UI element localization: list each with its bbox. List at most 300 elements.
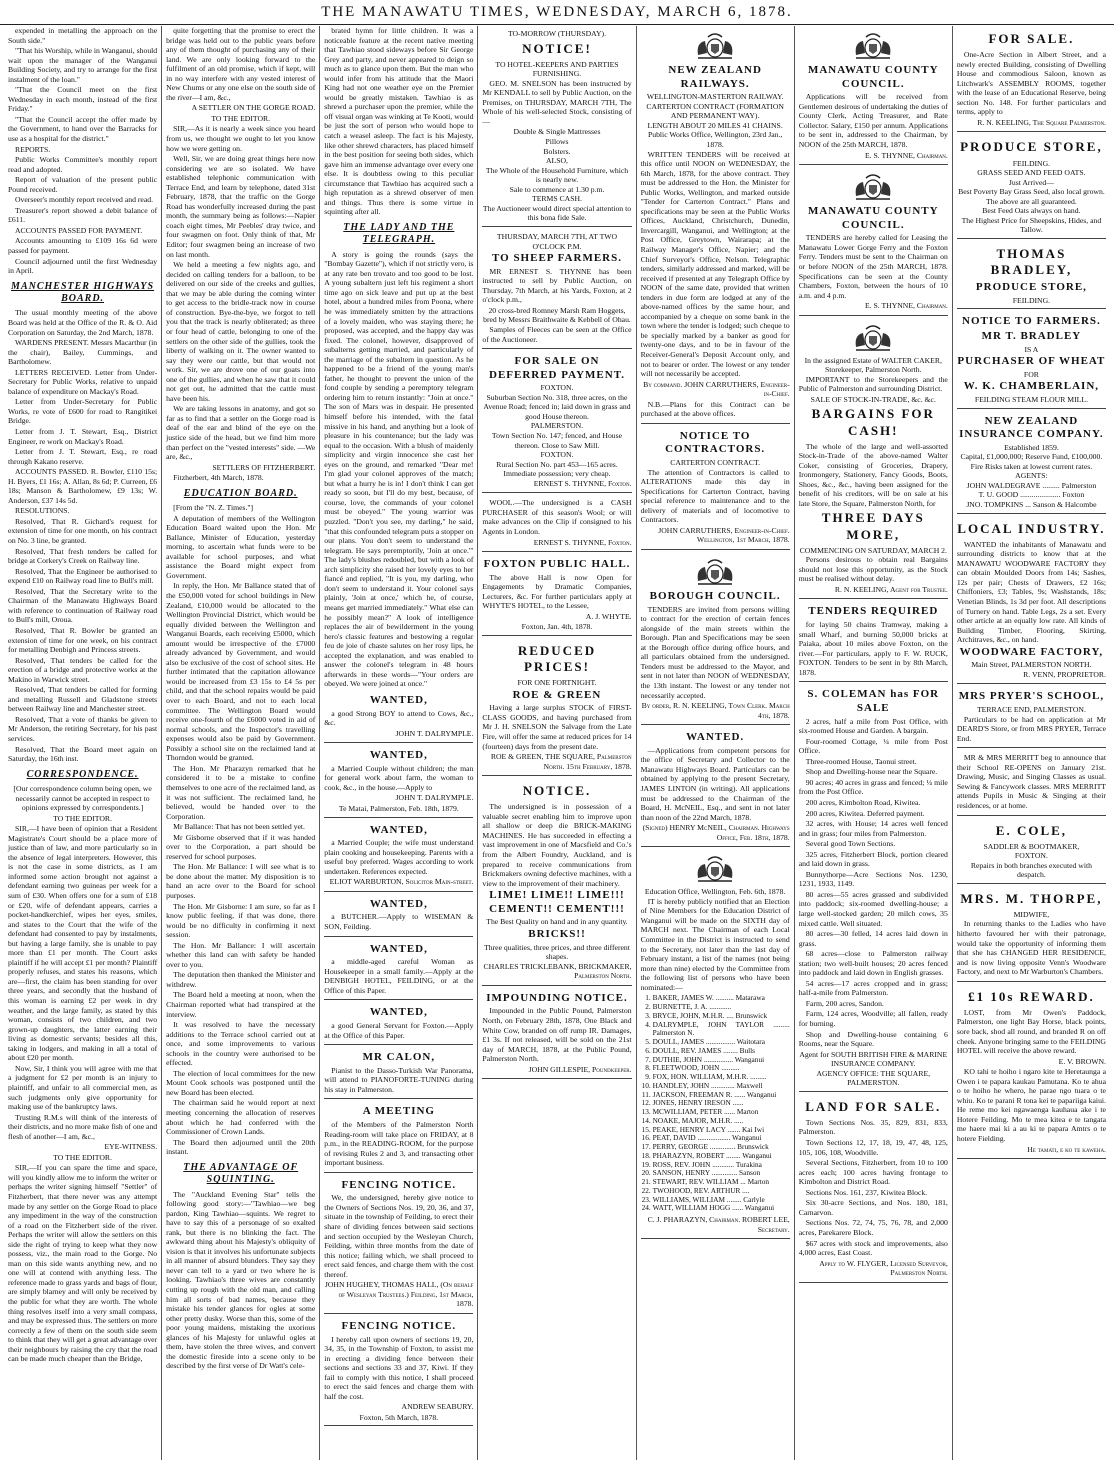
ad-line: Farm, 124 acres, Woodville; all fallen, ready for burning. — [798, 1009, 948, 1028]
ad-body: I hereby call upon owners of sections 19, 20, 34, 35, in the Township of Foxton, to assist me in erecting a dividing fence between their sections and sections 33 and 37, Kiwi. If they fail to comply with this notice, I shall proceed to erect the said fences and charge them with half the cost. — [324, 1334, 474, 1401]
ad-title: TO SHEEP FARMERS. — [492, 252, 622, 265]
ad-line: Capital, £1,000,000; Reserve Fund, £100,000. — [960, 452, 1103, 462]
candidate: 21. STEWART, REV. WILLIAM ... Marton — [653, 1178, 790, 1187]
classified-ad — [324, 1101, 473, 1172]
ad-line: Shop and Dwelling-house containing 6 Rooms, near the Square. — [798, 1029, 948, 1049]
ad-line: FOXTON. — [1014, 851, 1048, 861]
classified-ad — [324, 939, 473, 1001]
candidate: 14. NOAKE, MAJOR, M.H.R. ..... — [653, 1117, 790, 1126]
column-4 — [478, 26, 636, 1460]
ad-line: FEILDING STEAM FLOUR MILL. — [974, 394, 1088, 404]
ad-line: Rural Section No. part 453—165 acres. Immediate possession; very cheap. — [496, 459, 618, 479]
ad-signature: ERNEST S. THYNNE, Foxton. — [533, 537, 632, 547]
reduced-prices — [482, 638, 631, 776]
ad-subtitle: SADDLER & BOOTMAKER, — [983, 841, 1080, 851]
contractors-notice — [641, 426, 790, 550]
editorial-disclaimer: [Our correspondence column being open, we necessarily cannot be accepted in respect to opinions expressed by correspondents.] — [13, 784, 152, 813]
ad-body: WANTED the inhabitants of Manawatu and surrounding districts to know that at the MANAWATU WOODWARE FACTORY they can obtain Moulded Doors from 14s; Sashes, 12s per pair; Chests of Drawers, £2 16s; Chiffoniers, £3; Tables, 9s; Washstands, 18s; Venetian Blinds, 1s 3d per foot. All descriptions of Turnery on hand. Table Legs, 2s a set. Every other article at an equally low rate. All kinds of Building Timber, Flooring, Skirting, Architraves, &c., on hand. — [956, 539, 1106, 645]
letter-paragraph: Well, Sir, we are doing great things here now considering we are so isolated. We have established telephonic communication with Terrace End, and learn by telephone, dated 31st February, 1878, that the traffic on the Gorge Road has wonderfully increased during the past month, the summary being as follows:—Napier coach eight times, Mr Peebles' dray twice, and four swagmen on foot. Only think of that, Mr Editor; four swagmen being an increase of two on last month. — [166, 154, 316, 259]
article-paragraph: Resolved, That the Secretary write to the Chairman of the Manawatu Highways Board with reference to continuation of Railway road to Bull's mill, Oroua. — [8, 586, 158, 625]
ad-line: Main Street, PALMERSTON NORTH. — [971, 660, 1092, 670]
ad-body: N.B.—Plans for this Contract can be purchased at the above offices. — [640, 399, 790, 419]
ad-title: S. COLEMAN has FOR SALE — [807, 688, 940, 714]
royal-coat-of-arms-icon — [850, 31, 896, 61]
bradley-store — [957, 241, 1106, 309]
classified-ad — [324, 820, 473, 892]
ad-subtitle: TO HOTEL-KEEPERS AND PARTIES FURNISHING. — [495, 59, 619, 79]
ad-signature: By command. JOHN CARRUTHERS, Engineer-in-Chief. — [643, 379, 790, 399]
ad-body: Persons desirous to obtain real Bargains should not lose this opportunity, as the Stock must be realised without delay. — [798, 555, 948, 584]
candidate: 8. FLEETWOOD, JOHN .......... — [653, 1064, 790, 1073]
article-paragraph: Report of valuation of the present public Pound received. — [8, 175, 158, 194]
produce-store — [957, 134, 1106, 238]
article-paragraph: LETTERS RECEIVED. Letter from Under-Secretary for Public Works, relative to unpaid balance of expenditure on Mackay's Road. — [8, 367, 158, 396]
ad-line: PURCHASER OF WHEAT — [957, 355, 1106, 368]
ad-body: Particulars to be had on application at Mr DEARD'S Store, or from MRS PRYER, Terrace End. — [956, 714, 1106, 743]
ad-subtitle: MIDWIFE, — [1013, 909, 1050, 919]
ad-line: The Highest Price for Sheepskins, Hides, and Tallow. — [961, 215, 1102, 235]
article-paragraph: The Hon. Mr Ballance: I will ascertain whether this land can with safety be handed over to you. — [166, 940, 316, 969]
article-paragraph: ACCOUNTS PASSED FOR PAYMENT. — [15, 225, 143, 235]
ad-title: WANTED. — [686, 731, 745, 744]
ad-body: Having a large surplus STOCK of FIRST-CLASS GOODS, and having purchased from Mr J. H. SNELSON the Salvage from the Late Fire, will offer the same at reduced prices for 14 (fourteen) days from the present date. — [482, 703, 632, 751]
letter-heading: TO THE EDITOR. — [53, 1152, 112, 1162]
letter-paragraph: SIR,—If you can spare the time and space, will you kindly allow me to inform the writer or perhaps the writer signing himself "Settler" of Fitzherbert, that there never was any attempt made by any settler on the Gorge Road to place any impediment in the way of the construction of a road on the Fitzherbert side of the river. Perhaps the writer will allow the settlers on this side the right of trying to keep what they now possess, viz., the main road to the Gorge. No man on this side wants anything new, and no one will at contend with anything less. The reference made to grass yards and bags of flour, are simply blarney and will only be received by the public for what they are worth. The whole thing resolves itself into a very small compass, and may be expressed thus. The settlers on more correctly a few of them on the south side seem to think that they will get a great advantage over their neighbours by raising the cry that the road can be made much cheaper than the Bridge, — [8, 1163, 158, 1364]
column-2 — [162, 26, 320, 1460]
ad-signature: ELIOT WARBURTON, Solicitor Main-street. — [329, 877, 474, 887]
masthead: THE MANAWATU TIMES, WEDNESDAY, MARCH 6, 1878. — [0, 0, 1114, 25]
ad-signature: By order, R. N. KEELING, Town Clerk. March 4th, 1878. — [641, 701, 790, 720]
column-3 — [320, 26, 478, 1460]
ad-line: Suburban Section No. 318, three acres, on the Avenue Road; fenced in; laid down in grass and good House thereon. — [483, 392, 631, 421]
ad-body: MR & MRS MERRITT beg to announce that their School RE-OPENS on January 21st. Drawing, Music, and Singing Classes as usual. Sewing & Fancywork classes. MRS MERRITT attends Pupils in Music & Singing at their residences, or at home. — [956, 753, 1106, 810]
ad-line: Several good Town Sections. — [805, 839, 896, 849]
ad-line: Farm, 200 acres, Sandon. — [805, 998, 884, 1008]
ad-line: Shop and Dwelling-house near the Square. — [805, 767, 938, 777]
royal-coat-of-arms-icon — [850, 323, 896, 353]
article-paragraph: The election of local committees for the new Mount Cook schools was postponed until the new Board has been elected. — [166, 1068, 316, 1097]
ad-title: IMPOUNDING NOTICE. — [486, 991, 628, 1004]
letter-paragraph: Trusting R.M.s will think of the interests of their districts, and no more make fish of one and flesh of another—I am, &c., — [8, 1112, 158, 1141]
ad-line: The Auctioneer would direct special attention to this bona fide Sale. — [482, 203, 632, 223]
insurance-company — [957, 411, 1106, 514]
ad-body: In returning thanks to the Ladies who have hitherto favoured her with their patronage, would take the opportunity of informing them that she has CHANGED HER RESIDENCE, and is now living opposite Venn's Woodware Factory, and next to Mr Warburton's Chambers. — [956, 919, 1106, 977]
ad-line: Sale to commence at 1.30 p.m. — [509, 184, 605, 194]
ad-line: Repairs in both branches executed with despatch. — [970, 860, 1092, 880]
ad-body: TENDERS are hereby called for Leasing the Manawatu Lower Gorge Ferry and the Foxton Ferry. Tenders must be sent to the Chairman on or before NOON of the 25th MARCH, 1878. Specifications can be seen at the County Chambers, Foxton, between the hours of 10 a.m. and 4 p.m. — [798, 233, 948, 300]
ad-title: MANAWATU COUNTY COUNCIL. — [807, 205, 939, 231]
column-7 — [953, 26, 1110, 1460]
ad-body: of the Members of the Palmerston North Reading-room will take place on FRIDAY, at 8 p.m., in the READING-ROOM, for the purpose of revising Rules 2 and 3, and transacting other important business. — [324, 1120, 474, 1168]
ad-signature: A. J. WHYTE. — [585, 611, 632, 621]
ad-line: 200 acres, Kiwitea. Deferred payment. — [805, 808, 925, 818]
ad-subtitle: GRASS SEED AND FEED OATS. — [977, 168, 1086, 178]
ad-title: NEW ZEALAND RAILWAYS. — [668, 64, 762, 90]
ad-signature: ERNEST S. THYNNE, Foxton. — [533, 478, 632, 488]
article-paragraph: Resolved, That fresh tenders be called for bridge at Corkery's Creek on Railway line. — [8, 546, 158, 566]
article-paragraph: brated hymn for little children. It was a noticeable feature at the recent native meeting that Tawhiao stood sideways before Sir George Grey and party, and never appeared to deign so much as to glance upon them. But the man who would infer from his attitude that the Maori King had not one weather eye on the Premier would be greatly mistaken. Tawhiao is as shrewd a purchaser upon the premier, while the off visual organ was winking at Te Kooti, would be just the sort of person who would hope to catch a weasel asleep. The fact is his Majesty, like other shrewd characters, has placed himself in the best position for seeing both sides, which gave him an immense advantage over every one else. It is doubtless owing to this peculiar circumstance that Tawhiao has acquired such a high reputation as a shrewd observer of men and things. Thus there is some virtue in squinting after all. — [324, 26, 474, 217]
ad-title: NOTICE TO FARMERS. — [962, 315, 1101, 328]
ad-date: Education Office, Wellington, Feb. 6th, 1878. — [644, 887, 786, 897]
article-paragraph: The chairman said he would report at next meeting concerning the allocation of reserves about which he had conferred with the Commissioner of Crown Lands. — [166, 1098, 316, 1137]
ad-line: $67 acres with stock and improvements, also 4,000 acres, East Coast. — [798, 1238, 948, 1258]
impounding-notice — [482, 988, 631, 1079]
ad-signature: JOHN CARRUTHERS, Engineer-in-Chief. Wellington, 1st March, 1878. — [658, 525, 790, 545]
classified-ad — [324, 1047, 473, 1099]
ad-line: 54 acres—17 acres cropped and in grass; half-a-mile from Palmerston. — [798, 978, 948, 998]
royal-coat-of-arms-icon — [692, 31, 738, 61]
ad-line: The Best Quality on hand and in any quantity. — [486, 917, 628, 927]
ad-title: BOROUGH COUNCIL. — [649, 590, 781, 603]
section-heading: MANCHESTER HIGHWAYS BOARD. — [11, 280, 155, 305]
column-5 — [637, 26, 795, 1460]
ad-line: Just Arrived— — [1008, 177, 1054, 187]
ad-body: for laying 50 chains Tramway, making a small Wharf, and burning 50,000 bricks at Paiaka, about 10 miles above Foxton, on the river.—For particulars, apply to F. W. RUCK, FOXTON. Tenders to be sent in by 8th March, 1878. — [798, 620, 948, 677]
ad-title: LOCAL INDUSTRY. — [957, 520, 1106, 536]
ad-body: KO tahi te hoiho i ngaro kite te Heretaunga a Owen i te papara kaukau Pamutana. Ko te ahua o te hoiho he whero, he parae ngo tuara o te whiu. Ko te parani R tona kei te papariiga kaiui. He reme mo kei ngawaenga kauhaua ake i te Hotere Feilding. Mo te mea kitea e te tangata me haere mai ki a au ki te papara Amtrs o te hotere Fielding. — [956, 1067, 1106, 1143]
ad-line: 2 acres, half a mile from Post Office, with six-roomed House and Garden. A bargain. — [798, 716, 948, 736]
ad-body: The attention of Contractors is called to ALTERATIONS made this day in Specifications for Carterton Contract, having special reference to maintenance and to the delivery of materials and of locomotive to Contractors. — [640, 467, 790, 525]
ad-title: TENDERS REQUIRED — [808, 605, 939, 618]
ad-title: WANTED, — [369, 749, 428, 762]
ad-body: LOST, from Mr Owen's Paddock, Palmerston, one light Bay Horse, black points, sore back, shod all round, and branded R on off cheek. Anyone bringing same to the FEILDING HOTEL will receive the above reward. — [956, 1007, 1106, 1056]
ad-subtitle: TERRACE END, PALMERSTON. — [976, 705, 1086, 715]
candidate: 10. HANDLEY, JOHN ............. Maxwell — [653, 1082, 790, 1091]
candidate: 16. PEAT, DAVID .................. Wanganui — [653, 1134, 790, 1143]
article-paragraph: It was resolved to have the necessary additions to the Terrace school carried out at once, and some improvements to various schools in the country were authorised to be effected. — [166, 1020, 316, 1068]
ad-body: We, the undersigned, hereby give notice to the Owners of Sections Nos. 19, 20, 36, and 37, situate in the township of Feilding, to erect their share of dividing fences between said sections and section occupied by the Wesleyan Church, Feilding, within three months from the date of this notice; failing which, we shall proceed to erect said fences, and charge them with the cost thereof. — [324, 1193, 474, 1279]
ad-line: Bolsters. — [543, 146, 571, 156]
article-paragraph: Resolved, That the Engineer be authorised to expend £10 on Railway road line to Bull's mill. — [8, 566, 158, 586]
ad-title: MRS PRYER'S SCHOOL, — [958, 690, 1105, 703]
ad-title: MANAWATU COUNTY COUNCIL. — [807, 64, 939, 90]
ad-signature: JOHN T. DALRYMPLE. — [395, 793, 474, 803]
ad-title: REDUCED PRICES! — [517, 642, 597, 675]
ad-title: FOR SALE. — [988, 31, 1075, 46]
ad-title: WANTED, — [369, 823, 428, 836]
ad-title: NEW ZEALAND INSURANCE COMPANY. — [959, 414, 1104, 441]
letter-date: Fitzherbert, 4th March, 1878. — [173, 473, 264, 483]
article-paragraph: "That his Worship, while in Wanganui, should wait upon the manager of the Wanganui Building Society, and try to arrange for the first instalment of the loan." — [8, 46, 158, 84]
ad-title: NOTICE! — [522, 40, 592, 56]
royal-coat-of-arms-icon — [692, 854, 738, 884]
assembly-rooms-sale — [957, 26, 1106, 132]
ad-date: Foxton, 5th March, 1878. — [359, 1412, 439, 1422]
article-paragraph: In reply, the Hon. Mr Ballance stated that of the £50,000 voted for school buildings in New Zealand, £10,000 would be allocated to the Wellington Provincial District, which would be equally divided between the Wellington and Wanganui Boards, each receiving £5000, which amount would be irrespective of the £7000 already advanced by Government, and would also be exclusive of the cost of school sites. He further intimated that the capitation allowance would be increased from £3 15s to £4 5s per child, and that the school repairs would be paid over to each Board, and not to each local committee. The Wellington Board would receive one-fourth of the £6000 voted in aid of normal schools, and the Inspector's travelling expenses would also be paid by Government. Possibly a school site on the reclaimed land at Thorndon would be granted. — [166, 581, 316, 763]
candidate: 2. BURNETTE, J. A. ............ — [653, 1003, 790, 1012]
tenders-required — [799, 601, 948, 682]
article-paragraph: Mr Gisborne observed that if it was handed over to the Corporation, a part should be reserved for school purposes. — [166, 832, 316, 861]
candidate: 4. DALRYMPLE, JOHN TAYLOR ......... Palmerston N. — [653, 1021, 790, 1039]
sheep-auction — [482, 229, 631, 349]
ad-body: a middle-aged careful Woman as Housekeeper in a small family.—Apply at the DENBIGH HOTEL, FEILDING, or at the Office of this Paper. — [324, 957, 474, 995]
letter-paragraph: We are taking lessons in anatomy, and got so far as to find that a settler on the Gorge road is deaf of the ear and blind of the eye on the justice side of the head, but we find him more than perfect on the "vested interests" side. —We are, &c., — [166, 404, 316, 462]
ad-title: NOTICE. — [522, 783, 592, 799]
classified-ad — [324, 690, 473, 743]
classified-ad — [324, 1175, 473, 1314]
ad-line: PALMERSTON. — [530, 421, 584, 431]
ad-line: The Whole of the Household Furniture, which is nearly new. — [485, 165, 629, 185]
ad-line: Pillows — [545, 137, 569, 147]
ad-subtitle: FOR ONE FORTNIGHT. — [517, 678, 597, 688]
wool-notice — [482, 495, 631, 552]
candidate: 22. TWOHOOD, REV. ARTHUR .... — [653, 1187, 790, 1196]
ad-signature: CHARLES TRICKLEBANK, BRICKMAKER, Palmerston North. — [483, 961, 632, 981]
candidate: 24. WATT, WILLIAM HOGG ...... Wanganui — [653, 1204, 790, 1213]
county-council-clerk — [799, 26, 948, 165]
letter-paragraph: SIR,—I have been of opinion that a Resident Magistrate's Court should be a place more of justice than of law, and more particularly so in the absence of legal interpreters. However, this is not the case in some districts, as I am informed some action brought not against a defendant earning two guineas per week for a sum of £30. When offers one for a sum of £18 or £20, wife of defendant appears, carries a pocket-handkerchief, wipes her eyes, smiles, and states to the Court that the wife of the defendant had consented to pay by instalments, but having a large family, she is unable to pay more than £1 per month. The Court asks plaintiff if he will accept £1 per month? Plaintiff properly refuses, and states his reasons, which are—first, the claim has been standing for over three years, and secondly that the husband of this woman is earning £2 per week in dry weather, and the large family, as stated by this woman, consists of two children, and two grown-up daughters, the latter earning their living as domestic servants; besides all this, taking in lodgers, and making in all a total of about £20 per month. — [8, 824, 158, 1063]
letter-paragraph: We held a meeting a few nights ago, and decided on calling tenders for a balloon, to be delivered on our side of the creeks and gullies, that we may be able during the coming winter to get access to the bridle-track now in course of construction. Bye-the-bye, we forgot to tell you that the track is nearly obliterated; as three or four head of cattle, belonging to one of the settlers on the other side of the gullies, took the liberty of walking on it. The owner wanted to say they were our cattle, but that would not work. Sir, we are drove one of our goats into one of the gullies, and when he saw that it could not get out, he admitted that the cattle must have been his. — [166, 260, 316, 403]
ad-line: Town Section No. 147; fenced, and House thereon. Close to Saw Mill. — [491, 431, 623, 450]
ad-title: WANTED, — [369, 1006, 428, 1019]
ad-title: FOR SALE ON DEFERRED PAYMENT. — [489, 355, 625, 381]
article-paragraph: REPORTS. — [15, 144, 51, 154]
ad-title: A MEETING — [362, 1105, 435, 1118]
ad-line: The above are all guaranteed. — [986, 196, 1077, 206]
ad-line: FEILDING. — [1012, 295, 1051, 305]
article-paragraph: ACCOUNTS PASSED. R. Bowler, £110 15s; H. Byers, £1 16s; A. Allan, 8s 6d; P. Curreen, £6 18s; Manson & Bartholomew, £9 13s; W. Anderson, £37 14s 5d. — [8, 467, 158, 505]
classified-ad — [324, 894, 473, 937]
letter-signature: SETTLERS OF FITZHERBERT. — [212, 462, 316, 472]
letter-heading: TO THE EDITOR. — [211, 113, 271, 123]
candidate: 20. SANSON, HENRY .............. Sanson — [653, 1169, 790, 1178]
coleman-for-sale — [799, 684, 948, 1091]
borough-council — [641, 552, 790, 725]
ad-title: E. COLE, — [995, 822, 1068, 838]
ad-title: WANTED, — [369, 942, 428, 955]
ad-body: a Married Couple without children; the man for general work about farm, the woman to cook, &c., in the house.—Apply to — [324, 763, 474, 792]
ad-body: WRITTEN TENDERS will be received at this office until NOON on WEDNESDAY, the 6th March, 1878, for the above contract. They must be addressed to the Hon. the Minister for Public Works, Wellington, and marked outside "Tender for Carterton Contract." Plans and specifications may be seen at the Public Works Offices, Auckland, Christchurch, Dunedin, Invercargill, Wanganui, and Wellington; at the Post Office, Greytown, Wairarapa; at the Railway Manager's Office, Napier; and the Chief Surveyor's Office, Nelson. Telegraphic tenders, similarly addressed and marked, will be received if presented at any Telegraph Office by NOON of the same date, provided that written tenders in due form are lodged at any of the above-named offices by the same hour, and accompanied by a cheque on some bank in the town where the tender is lodged; such cheque to be specially marked by a banker as good for twenty-one days, and to be in favour of the Receiver-General's Deposit Account only, and not to bearer or order. The lowest or any tender will not necessarily be accepted. — [640, 149, 790, 379]
article-paragraph: [From the "N. Z. Times."] — [173, 503, 254, 513]
ad-title: PRODUCE STORE, — [960, 139, 1103, 155]
ad-body: —Applications from competent persons for the office of Secretary and Collector to the Manawatu Highways Board. Particulars can be obtained by applying to the present Secretary, JAMES LINTON (in writing). All applications must be addressed to the Chairman of the Board, H. McNEIL, Esq., and sent in not later than noon of the 22nd March, 1878. — [640, 745, 790, 822]
letter-paragraph: quite forgetting that the promise to erect the bridge was held out to the public years before any of them thought of purchasing any of their land. We are only looking forward to the fulfilment of an old promise, which if kept, will in no way interfere with any vested interest of New Chums or any one else on the south side of the river—I am, &c., — [166, 26, 316, 102]
ad-signature: He tamati, e ko te kaweha. — [1027, 1144, 1106, 1154]
article-paragraph: The Hon. Mr Gisborne: I am sure, so far as I know public feeling, if that was done, there would be no difficulty in confirming it next session. — [166, 901, 316, 940]
ad-line: Three qualities, three prices, and three different shapes. — [484, 942, 630, 962]
ad-line: 32 acres, with House; 14 acres well fenced and in grass; four miles from Palmerston. — [798, 819, 948, 838]
letter-signature: EYE-WITNESS. — [104, 1142, 158, 1152]
ad-body: IT is hereby publicly notified that an Election of Nine Members for the Education District of Wanganui will be made on the SIXTH day of MARCH next. The Chairman of each Local Committee in the District is instructed to send to the Secretary, not later than the last day of February instant, a list of the names (not being more than nine) elected by the Committee from the following list of persons who have been nominated:— — [640, 896, 790, 992]
article-paragraph: Resolved, That R. Gichard's request for extension of time for one month, on his contract on No. 3 line, be granted. — [8, 516, 158, 546]
county-council-ferry — [799, 167, 948, 316]
ad-title: MR CALON, — [362, 1051, 436, 1064]
ad-line: IS A — [1024, 344, 1039, 354]
ad-body: WOOL.—The undersigned is a CASH PURCHASER of this season's Wool; or will make advances on the Clip if consigned to his Agents in London. — [482, 498, 632, 536]
ad-line: FOXTON. — [540, 450, 574, 460]
candidate: 6. DOULL, REV. JAMES ........ Bulls — [653, 1047, 790, 1056]
ad-signature: E. S. THYNNE, Chairman. — [864, 301, 948, 311]
article-paragraph: Accounts amounting to £109 16s 6d were passed for payment. — [8, 236, 158, 256]
ad-signature: E. S. THYNNE, Chairman. — [864, 150, 948, 160]
agent-entry: JOHN WALDEGRAVE ......... Palmerston — [966, 480, 1097, 490]
ad-signature: JOHN HUGHEY, THOMAS HALL, (On behalf of Wesleyan Trustees.) Feilding, 1st March, 1878. — [324, 1280, 474, 1309]
ad-subtitle: FEILDING. — [1012, 158, 1051, 168]
article-paragraph: Resolved, That the Board meet again on Saturday, the 16th inst. — [8, 744, 158, 764]
article-paragraph: Letter from Under-Secretary for Public Works, re vote of £600 for road to Rangitikei Bridge. — [8, 397, 158, 426]
assigned-estate-sale — [799, 318, 948, 600]
ad-line: 68 acres—close to Palmerston railway station; two well-built houses; 20 acres fenced into paddock and laid down in English grasses. — [798, 949, 948, 978]
ad-line: FOXTON. — [540, 383, 574, 393]
ad-line: Sections Nos. 72, 74, 75, 76, 78, and 2,000 acres, Parekarere Block. — [798, 1218, 948, 1237]
article-paragraph: The usual monthly meeting of the above Board was held at the Office of the R. & O. Aid Corporation on Saturday, the 2nd March, 1878. — [8, 308, 158, 337]
ad-date: THURSDAY, MARCH 7TH, AT TWO O'CLOCK P.M. — [496, 231, 618, 251]
candidate: 19. ROSS, REV. JOHN ............ Turakina — [653, 1161, 790, 1170]
ad-body: The whole of the large and well-assorted Stock-in-Trade of the above-named Walter Coker, consisting of Groceries, Drapery, Ironmongery, Stationery, Fancy Goods, Boots, Shoes, &c., &c., having been assigned for the benefit of his creditors, will be on sale at his late Store, the Square, Palmerston North, for — [798, 441, 948, 508]
ad-line: Several Sections, Fitzherbert, from 10 to 100 acres each; 100 acres having frontage to Kimbolton and District Road. — [798, 1158, 948, 1187]
ad-subtitle: LIME! LIME!! LIME!!! CEMENT!! CEMENT!!! — [489, 889, 625, 915]
article-paragraph: Resolved, That a vote of thanks be given to Mr Anderson, the retiring Secretary, for his past services. — [8, 714, 158, 743]
ad-title: £1 10s REWARD. — [968, 988, 1095, 1004]
cole-saddler — [957, 818, 1106, 884]
ad-title: LAND FOR SALE. — [805, 1098, 942, 1114]
candidate: 12. JONES, HENRY IRESON ...... — [653, 1099, 790, 1108]
ad-title: FENCING NOTICE. — [341, 1178, 457, 1191]
candidate: 11. JACKSON, FREEMAN R. ...... Wanganui — [653, 1091, 790, 1100]
ad-body: GEO. M. SNELSON has been instructed by Mr KENDALL to sell by Public Auction, on the Premises, on THURSDAY, MARCH 7TH, The Whole of his well-selected Stock, consisting of— — [482, 78, 632, 126]
ad-line: Established 1859. — [1004, 442, 1059, 452]
ad-signature: ROE & GREEN, THE SQUARE, Palmerston North. 15th February, 1878. — [490, 752, 632, 771]
ad-firm: ROE & GREEN — [512, 688, 602, 701]
ad-line: 80 acres—55 acres grassed and subdivided into paddock; six-roomed dwelling-house; a large well-stocked garden; 20 milch cows, 35 mixed cattle. Well situated. — [798, 889, 948, 928]
ad-line: 80 acres—30 felled, 14 acres laid down in grass. — [798, 929, 948, 948]
ad-signature: C. J. PHARAZYN, Chairman. ROBERT LEE, Secretary. — [647, 1215, 790, 1234]
ad-line: Fire Risks taken at lowest current rates. — [970, 461, 1093, 471]
agent-entry: JNO. TOMPKINS ... Sanson & Halcombe — [966, 500, 1097, 510]
ad-body: TENDERS are invited from persons willing to contract for the erection of certain fences alongside of the main streets within the Borough. Plan and Specifications may be seen at the Borough office during office hours, and all particulars obtained from the undersigned. Tenders must be addressed to the Mayor, and sent in not later than NOON of WEDNESDAY, the 13th instant. The lowest or any tender not necessarily accepted. — [640, 604, 790, 700]
letter-heading: TO THE EDITOR. — [53, 813, 112, 823]
candidate: 1. BAKER, JAMES W. .......... Matarawa — [653, 994, 790, 1003]
ad-signature: E. V. BROWN. — [1058, 1056, 1106, 1066]
ad-line: Six 30-acre Sections, and Nos. 180, 181, Carnarvon. — [798, 1198, 948, 1217]
article-paragraph: A deputation of members of the Wellington Education Board waited upon the Hon. Mr Ballance, Minister of Education, yesterday morning, to ascertain what funds were to be available for school purposes, and what assistance the Board might expect from Government. — [166, 513, 316, 580]
column-6 — [795, 26, 953, 1460]
ad-title: MRS. M. THORPE, — [960, 890, 1103, 906]
letter-signature: A SETTLER ON THE GORGE ROAD. — [191, 103, 316, 113]
candidate: 9. FOX, HON. WILLIAM, M.H.R. ......... — [653, 1073, 790, 1082]
ad-body: IMPORTANT to the Storekeepers and the Public of Palmerston and surrounding District. — [798, 374, 948, 394]
classified-ad — [324, 745, 473, 817]
ad-signature: R. N. KEELING, The Square Palmerston. — [977, 117, 1106, 127]
ad-line: 20 cross-bred Romney Marsh Ram Hoggets, bred by Messrs Braithwaite & Kebbell of Ohau. — [483, 305, 631, 325]
classified-ad — [324, 1002, 473, 1045]
article-paragraph: The deputation then thanked the Minister and withdrew. — [166, 970, 316, 989]
brickmaker-notice — [482, 778, 631, 986]
ad-signature: ANDREW SEABURY. — [401, 1402, 474, 1412]
column-1 — [4, 26, 162, 1460]
article-paragraph: Letter from J. T. Stewart, Esq., re road through Kakano reserve. — [8, 447, 158, 466]
reward-notice — [957, 984, 1106, 1159]
article-paragraph: Resolved, That tenders be called for the erection of a bridge and protective works at the Makino in Warwick street. — [8, 655, 158, 684]
ad-signature: Apply to W. FLYGER, Licensed Surveyor, Palmerston North. — [819, 1258, 948, 1278]
ad-line: Town Sections Nos. 35, 829, 831, 833, Palmerston. — [798, 1117, 948, 1137]
ad-line: 325 acres, Fitzherbert Block, portion cleared and laid down in grass. — [798, 849, 948, 869]
article-paragraph: Overseer's monthly report received and read. — [15, 195, 153, 205]
classified-ad — [324, 1316, 473, 1427]
article-paragraph: Mr Ballance: That has not been settled yet. — [173, 822, 305, 832]
ad-body: a good General Servant for Foxton.—Apply at the Office of this Paper. — [324, 1021, 474, 1040]
ad-subtitle: CARTERTON CONTRACT. — [670, 458, 761, 468]
letter-paragraph: Now, Sir, I think you will agree with me that a judgment for £2 per month is an injury to plaintiff, and unfair to all commercial men, as such judgments only give opportunity for making use of the bankruptcy laws. — [8, 1063, 158, 1112]
thorpe-midwife — [957, 886, 1106, 982]
royal-coat-of-arms-icon — [692, 557, 738, 587]
ad-body: Impounded in the Public Pound, Palmerston North, on February 28th, 1878, One Black and White Cow, branded on off rump IR. Damages, £1 3s. If not released, will be sold on the 21st day of MARCH, 1878, at the Public Pound, Palmerston North. — [482, 1006, 632, 1064]
candidate: 17. PERRY, GEORGE .............. Brunswick — [653, 1143, 790, 1152]
section-heading: CORRESPONDENCE. — [26, 768, 139, 780]
candidate: 3. BRYCE, JOHN, M.H.R. .... Brunswick — [653, 1012, 790, 1021]
merritt-school — [957, 750, 1106, 815]
ad-line: 90 acres; 40 acres in grass and fenced; ¼ mile from the Post Office. — [798, 777, 948, 797]
ad-date: TO-MORROW (THURSDAY). — [507, 29, 607, 38]
ad-subtitle: CARTERTON CONTRACT (FORMATION AND PERMANENT WAY). — [646, 101, 784, 121]
candidate-list — [653, 994, 790, 1213]
ad-body: One-Acre Section in Albert Street, and a newly erected Building, consisting of Dwelling House and commodious Saloon, known as Litchwark's ASSEMBLY ROOMS, together with the lease of an Educational Reserve, being section No. 148. For further particulars and terms, apply to — [956, 50, 1106, 117]
railways-tender — [641, 26, 790, 424]
article-paragraph: RESOLUTIONS. — [15, 506, 70, 516]
section-heading: THE ADVANTAGE OF SQUINTING. — [183, 1161, 299, 1186]
candidate: 15. PEAKE, HENRY LACY ....... Kai Iwi — [653, 1126, 790, 1135]
article-paragraph: Treasurer's report showed a debit balance of £611. — [8, 205, 158, 225]
ad-title: WANTED, — [369, 897, 428, 910]
ad-signature: R. VENN, PROPRIETOR. — [1023, 669, 1106, 679]
ad-title: THOMAS BRADLEY, — [990, 245, 1073, 278]
ad-body: a BUTCHER.—Apply to WISEMAN & SON, Feilding. — [324, 912, 474, 932]
ad-body: Applications will be received from Gentlemen desirous of undertaking the duties of County Clerk, Acting Treasurer, and Rate Collector. Salary, £150 per annum. Applications to be sent in, addressed to the Chairman, by NOON of the 25th MARCH, 1878. — [798, 92, 948, 149]
pryer-school — [957, 686, 1106, 748]
ad-signature: R. N. KEELING, Agent for Trustee. — [834, 584, 948, 594]
ad-title: FENCING NOTICE. — [341, 1319, 457, 1332]
letter-paragraph: SIR,—As it is nearly a week since you heard from us, we thought we ought to let you know how we were getting on. — [166, 124, 316, 153]
ad-title: BARGAINS FOR CASH! — [811, 406, 935, 438]
ad-body: The undersigned is in possession of a valuable secret enabling him to improve upon all shallow or deep die BRICK-MAKING MACHINES. He has succeeded in effecting a vast improvement in one of Macsfield and Co.'s from the Albert Foundry, Auckland, and is prepared to receive communications from Brickmakers owning defective machines, with a view to the improvement of their machinery. — [482, 802, 632, 888]
farmers-notice — [957, 311, 1106, 408]
ad-subtitle: WELLINGTON-MASTERTON RAILWAY. — [646, 92, 784, 102]
candidate: 23. WILLIAMS, WILLIAM ........ Carlyle — [653, 1196, 790, 1205]
ad-line: Double & Single Mattresses — [513, 127, 601, 137]
ad-line: FOR — [1023, 369, 1039, 379]
royal-coat-of-arms-icon — [850, 172, 896, 202]
candidate: 7. DUTHIE, JOHN ................ Wanganui — [653, 1056, 790, 1065]
ad-line: Three-roomed House, Taonui street. — [805, 756, 917, 766]
ad-line: 200 acres, Kimbolton Road, Kiwitea. — [805, 797, 921, 807]
ad-date: Public Works Office, Wellington, 23rd Jan., 1878. — [647, 130, 783, 149]
ad-subtitle: BRICKS!! — [528, 928, 586, 940]
ad-line: Best Poverty Bay Grass Seed, also local grown. — [958, 187, 1105, 197]
article-paragraph: expended in metalling the approach on the South side." — [8, 26, 158, 45]
ad-title: WANTED, — [369, 693, 428, 706]
ad-line: W. K. CHAMBERLAIN, — [963, 380, 1100, 393]
article-paragraph: The "Auckland Evening Star" tells the following good story:—"Tawhiao—we beg pardon, King Tawhiao—squints. We regret to have to say this of a personage of so exalted rank, but there is no blinking the fact. The awkward thing about his Majesty's obliquity of vision is that it involves his unfortunate subjects in all manner of absurd blunders. They say they never can tell to a yard or two where he is looking. Tawhiao's three wives are constantly cutting up rough with the old man, and calling him all sorts of bad names, because they mistake his tender glances for ogles at some other pretty dusky. Worse than this, some of the poor young maidens, mistaking the uxorious glances of his Majesty for unlawful ogles at them, have stolen the three wives, and convert the domestic fireside into a scene only to be described by the first verse of Dr Watt's cele- — [166, 1189, 316, 1371]
article-paragraph: "That the Council accept the offer made by the Government, to hand over the Barracks for use as a hospital for the district." — [8, 114, 158, 144]
article-paragraph: The Hon. Mr Pharazyn remarked that he considered it to be a mistake to confine themselves to one acre of the reclaimed land, as it was not sufficient. The reclaimed land, he believed, would be handed over to the Corporation. — [166, 763, 316, 821]
ad-title: FOXTON PUBLIC HALL. — [483, 558, 631, 571]
ad-line: COMMENCING ON SATURDAY, MARCH 2. — [799, 545, 947, 555]
article-paragraph: Letter from J. T. Stewart, Esq., District Engineer, re work on Mackay's Road. — [8, 427, 158, 446]
article-paragraph: "That the Council meet on the first Wednesday in each month, instead of the first Friday." — [8, 85, 158, 114]
ad-signature: JOHN GILLESPIE, Poundkeeper. — [528, 1064, 632, 1074]
article-paragraph: The Board then adjourned until the 20th instant. — [166, 1137, 316, 1157]
article-paragraph: Council adjourned until the first Wednesday in April. — [8, 256, 158, 276]
ad-subtitle: WOODWARE FACTORY, — [959, 645, 1104, 658]
ad-line: Bunnythorpe—Acre Sections Nos. 1230, 1231, 1933, 1149. — [798, 869, 948, 889]
section-heading: THE LADY AND THE TELEGRAPH. — [343, 221, 455, 246]
section-heading: EDUCATION BOARD. — [183, 487, 298, 499]
candidate: 13. MCWILLIAM, PETER ...... Marton — [653, 1108, 790, 1117]
land-for-sale — [799, 1094, 948, 1283]
article-paragraph: The Hon. Mr Ballance: I will see what is to be done about the matter. My disposition is to hand an acre over to the Board for school purposes. — [166, 862, 316, 900]
ad-signature: JOHN T. DALRYMPLE. — [395, 728, 474, 738]
ad-signature: (Signed) HENRY McNEIL, Chairman. Highways Office, Feb. 18th, 1878. — [642, 823, 790, 842]
